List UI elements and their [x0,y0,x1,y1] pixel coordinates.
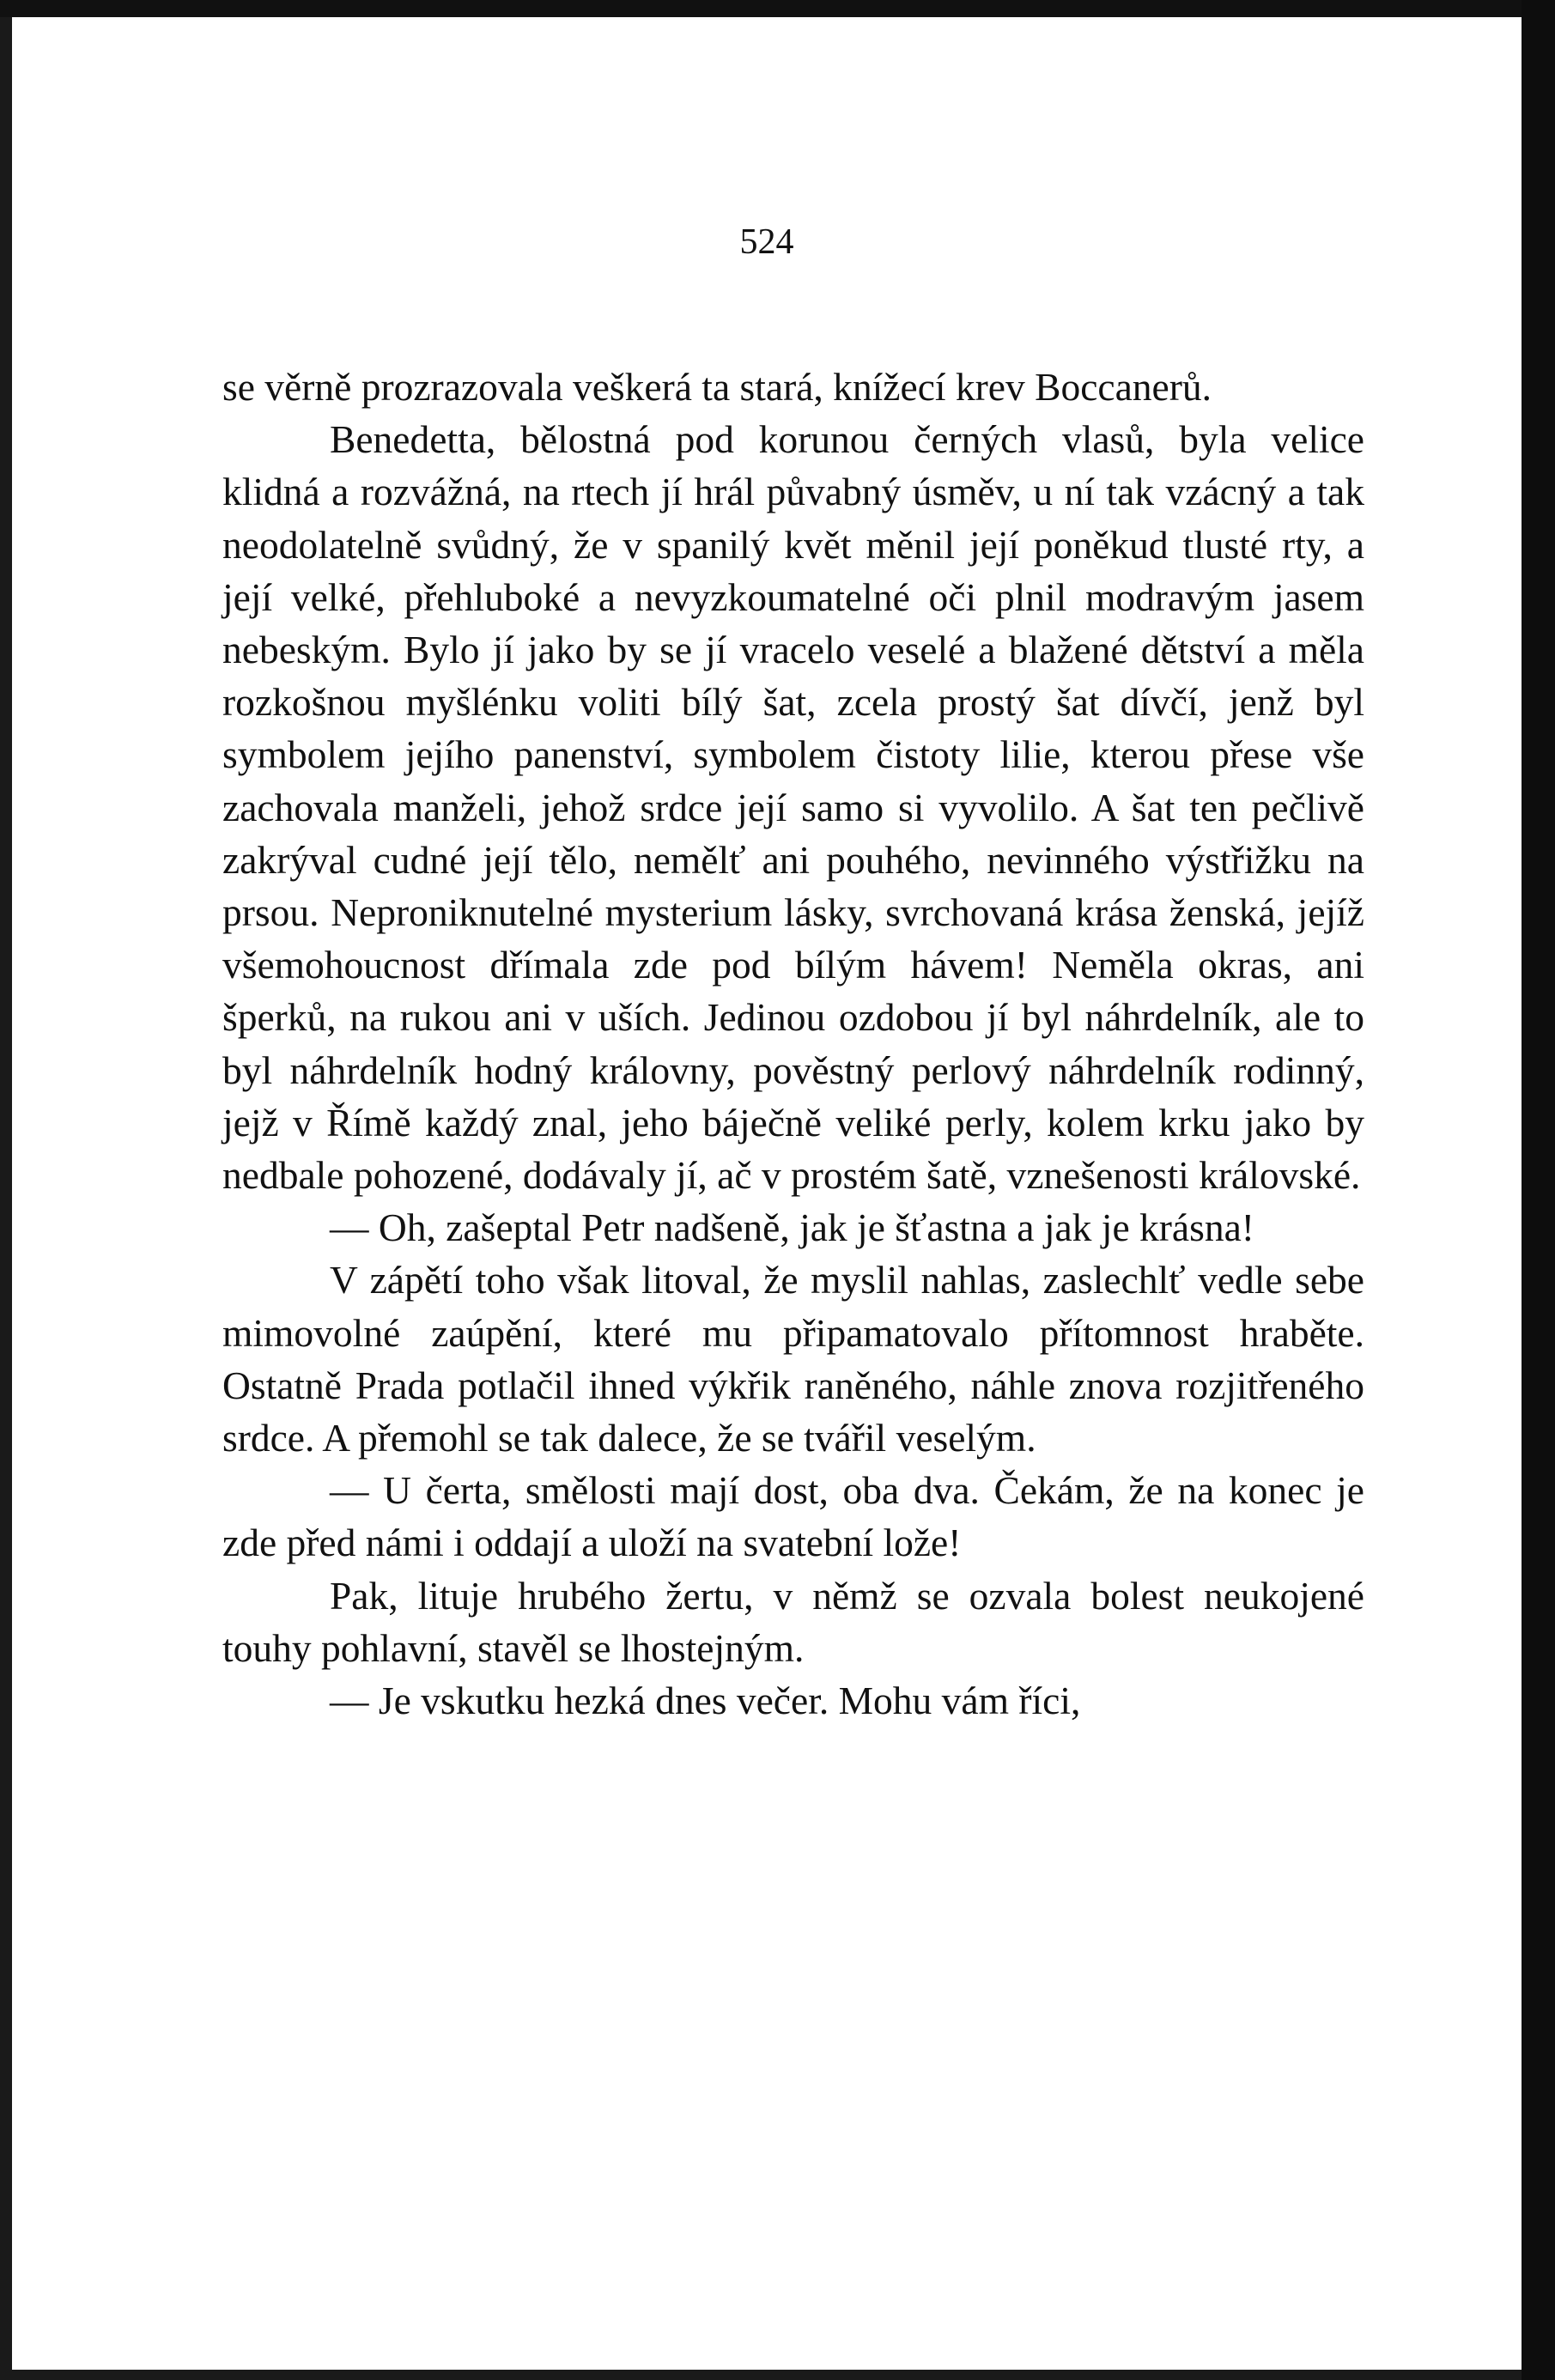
paragraph-joke: Pak, lituje hrubého žertu, v němž se ozvala bolest neukojené touhy pohlavní, stavěl se lhostejným. [222,1573,1364,1670]
paragraph-continuation: se věrně prozrazovala veškerá ta stará, knížecí krev Boccanerů. [222,365,1212,409]
scan-top-edge [0,0,1555,17]
paragraph-devil: — U čerta, smělosti mají dost, oba dva. Čekám, že na konec je zde před námi i oddají a uloží na svatební lože! [222,1468,1364,1565]
paragraph-regret: V zápětí toho však litoval, že myslil nahlas, zaslechlť vedle sebe mimovolné zaúpění, které mu připamatovalo přítomnost hraběte. Ostatně Prada potlačil ihned výkřik raněného, náhle znova rozjitřeného srdce. A přemohl se tak dalece, že se tvářil veselým. [222,1258,1364,1460]
paragraph-petr-whisper: — Oh, zašeptal Petr nadšeně, jak je šťastna a jak je krásna! [330,1205,1254,1250]
paragraph-benedetta: Benedetta, bělostná pod korunou černých vlasů, byla velice klidná a rozvážná, na rtech jí hrál půvabný úsměv, u ní tak vzácný a tak neodolatelně svůdný, že v spanilý květ měnil její poněkud tlusté rty, a její velké, přehluboké a nevyzkoumatelné oči plnil modravým jasem nebeským. Bylo jí jako by se jí vracelo veselé a blažené dětství a měla rozkošnou myšlénku voliti bílý šat, zcela prostý šat dívčí, jenž byl symbolem jejího panenství, symbolem čistoty lilie, kterou přese vše zachovala manželi, jehož srdce její samo si vyvolilo. A šat ten pečlivě zakrýval cudné její tělo, nemělť ani pouhého, nevinného výstřižku na prsou. Neproniknutelné mysterium lásky, svrchovaná krása ženská, jejíž všemohoucnost dřímala zde pod bílým hávem! Neměla okras, ani šperků, na rukou ani v uších. Jedinou ozdobou jí byl náhrdelník, ale to byl náhrdelník hodný královny, pověstný perlový náhrdelník rodinný, jejž v Římě každý znal, jeho báječně veliké perly, kolem krku jako by nedbale pohozené, dodávaly jí, ač v prostém šatě, vznešenosti královské. [222,417,1364,1198]
book-page [12,17,1522,2370]
page-number: 524 [739,222,794,262]
scan-right-edge [1522,0,1555,2380]
body-text [222,361,1364,1727]
paragraph-pretty: — Je vskutku hezká dnes večer. Mohu vám říci, [330,1679,1081,1723]
